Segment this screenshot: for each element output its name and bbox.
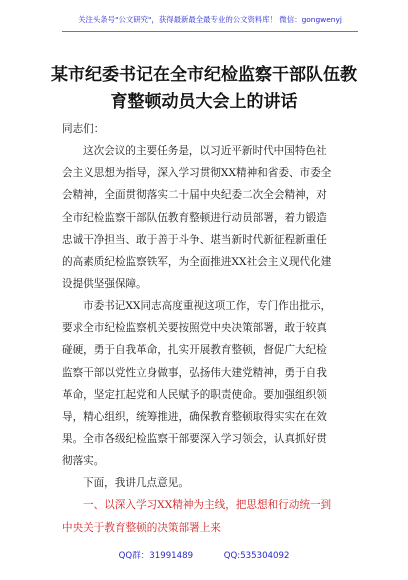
paragraph-1-line: 这次会议的主要任务是，以习近平新时代中国特色社 (83, 145, 327, 158)
header-divider (62, 31, 358, 32)
footer-qq: QQ:535304092 (223, 551, 290, 561)
section-heading-1-line-1: 一、以深入学习XX精神为主线，把思想和行动统一到 (83, 499, 332, 512)
paragraph-2-line: 市委书记XX同志高度重视这项工作，专门作出批示， (83, 300, 332, 313)
salutation: 同志们： (62, 123, 105, 135)
title-line-2: 育整顿动员大会上的讲话 (110, 92, 298, 112)
paragraph-2-line: 碰硬，勇于自我革命，扎实开展教育整顿，督促广大纪检 (62, 344, 327, 357)
paragraph-1-line: 全市纪检监察干部队伍教育整顿进行动员部署，着力锻造 (62, 211, 327, 224)
title-line-1: 某市纪委书记在全市纪检监察干部队伍教 (51, 65, 357, 85)
paragraph-1-line: 会精神，全面贯彻落实二十届中央纪委二次全会精神，对 (62, 189, 327, 202)
paragraph-1-line: 设提供坚强保障。 (62, 277, 147, 290)
paragraph-2-line: 导，精心组织，统筹推进，确保教育整顿取得实实在在效 (62, 410, 327, 423)
paragraph-2-line: 革命，坚定扛起党和人民赋予的职责使命。要加强组织领 (62, 388, 327, 401)
paragraph-2-line: 彻落实。 (62, 455, 105, 468)
paragraph-1-line: 忠诚干净担当、敢于善于斗争、堪当新时代新征程新重任 (62, 233, 327, 246)
paragraph-3: 下面，我讲几点意见。 (83, 477, 189, 490)
paragraph-1-line: 的高素质纪检监察铁军，为全面推进XX社会主义现代化建 (62, 255, 332, 268)
section-heading-1-line-2: 中央关于教育整顿的决策部署上来 (62, 521, 221, 534)
document-body (62, 118, 354, 539)
footer-qq-group: QQ群：31991489 (118, 551, 194, 561)
paragraph-1-line: 会主义思想为指导，深入学习贯彻XX精神和省委、市委全 (62, 167, 332, 180)
document-title (50, 62, 358, 116)
footer-contact (0, 549, 408, 561)
paragraph-2-line: 要求全市纪检监察机关要按照党中央决策部署，敢于较真 (62, 322, 327, 335)
paragraph-2-line: 果。全市各级纪检监察干部要深入学习领会，认真抓好贯 (62, 432, 327, 445)
header-banner: 关注头条号"公文研究"，获得最新最全最专业的公文资料库！ 微信：gongwenyj (78, 15, 342, 24)
paragraph-2-line: 监察干部以党性立身做事，弘扬伟大建党精神，勇于自我 (62, 366, 327, 379)
